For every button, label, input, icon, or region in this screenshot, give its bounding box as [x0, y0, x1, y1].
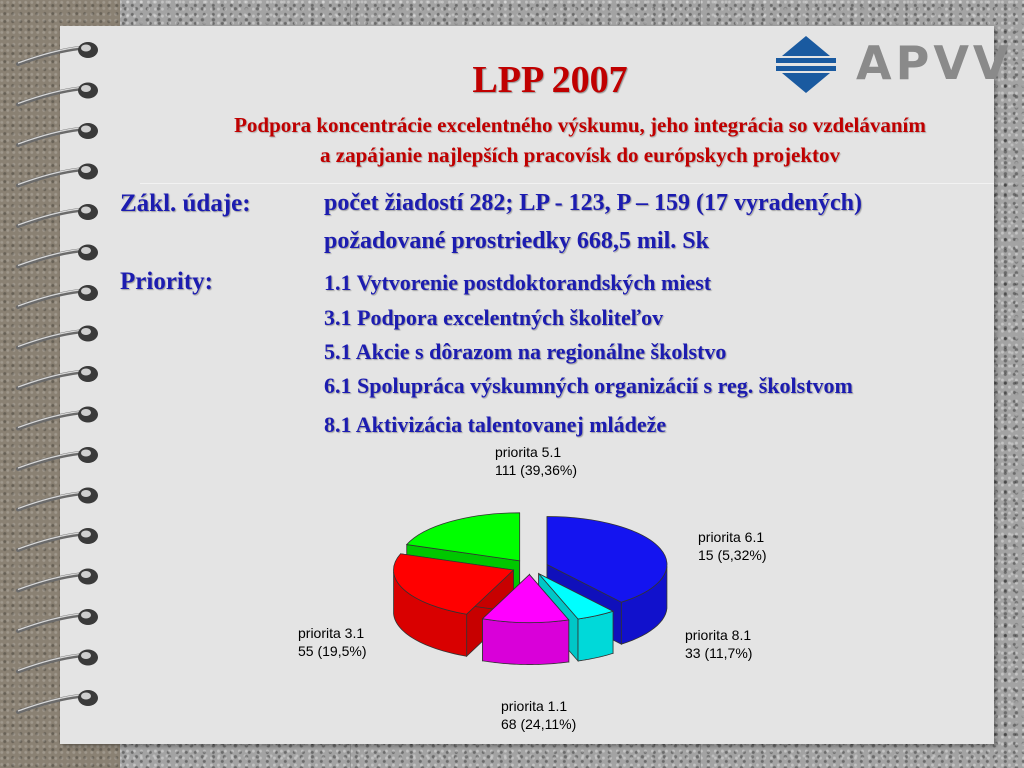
priority-item: 6.1 Spolupráca výskumných organizácií s reg. školstvom [324, 373, 853, 398]
basic-data-line-2: požadované prostriedky 668,5 mil. Sk [324, 228, 709, 254]
logo-text: APVV [856, 36, 1013, 90]
slice-value: 68 (24,11%) [501, 716, 577, 732]
slice-label-6-1 [698, 528, 766, 564]
slice-name: priorita 5.1 [495, 444, 562, 460]
slice-value: 111 (39,36%) [495, 462, 577, 478]
slice-label-1-1 [501, 697, 576, 733]
priority-item: 5.1 Akcie s dôrazom na regionálne školstvo [324, 339, 727, 364]
subtitle-line-2: a zapájanie najlepších pracovísk do európskych projektov [320, 143, 840, 167]
slice-name: priorita 3.1 [298, 625, 365, 641]
slice-name: priorita 8.1 [685, 627, 752, 643]
slice-label-5-1 [495, 443, 577, 479]
slide-title: LPP 2007 [472, 59, 628, 101]
priority-item: 8.1 Aktivizácia talentovanej mládeže [324, 412, 667, 437]
slice-name: priorita 6.1 [698, 529, 765, 545]
priority-item: 3.1 Podpora excelentných školiteľov [324, 305, 664, 330]
priorities-label: Priority: [120, 268, 214, 295]
basic-data-label: Zákl. údaje: [120, 190, 251, 217]
priority-item: 1.1 Vytvorenie postdoktorandských miest [324, 270, 712, 295]
slice-value: 55 (19,5%) [298, 643, 367, 659]
slice-value: 33 (11,7%) [685, 645, 753, 661]
slice-label-8-1 [685, 626, 752, 662]
subtitle-line-1: Podpora koncentrácie excelentného výskumu, jeho integrácia so vzdelávaním [234, 113, 926, 137]
slice-name: priorita 1.1 [501, 698, 568, 714]
basic-data-line-1: počet žiadostí 282; LP - 123, P – 159 (17 vyradených) [324, 190, 862, 216]
slice-value: 15 (5,32%) [698, 547, 767, 563]
slice-label-3-1 [298, 624, 366, 660]
